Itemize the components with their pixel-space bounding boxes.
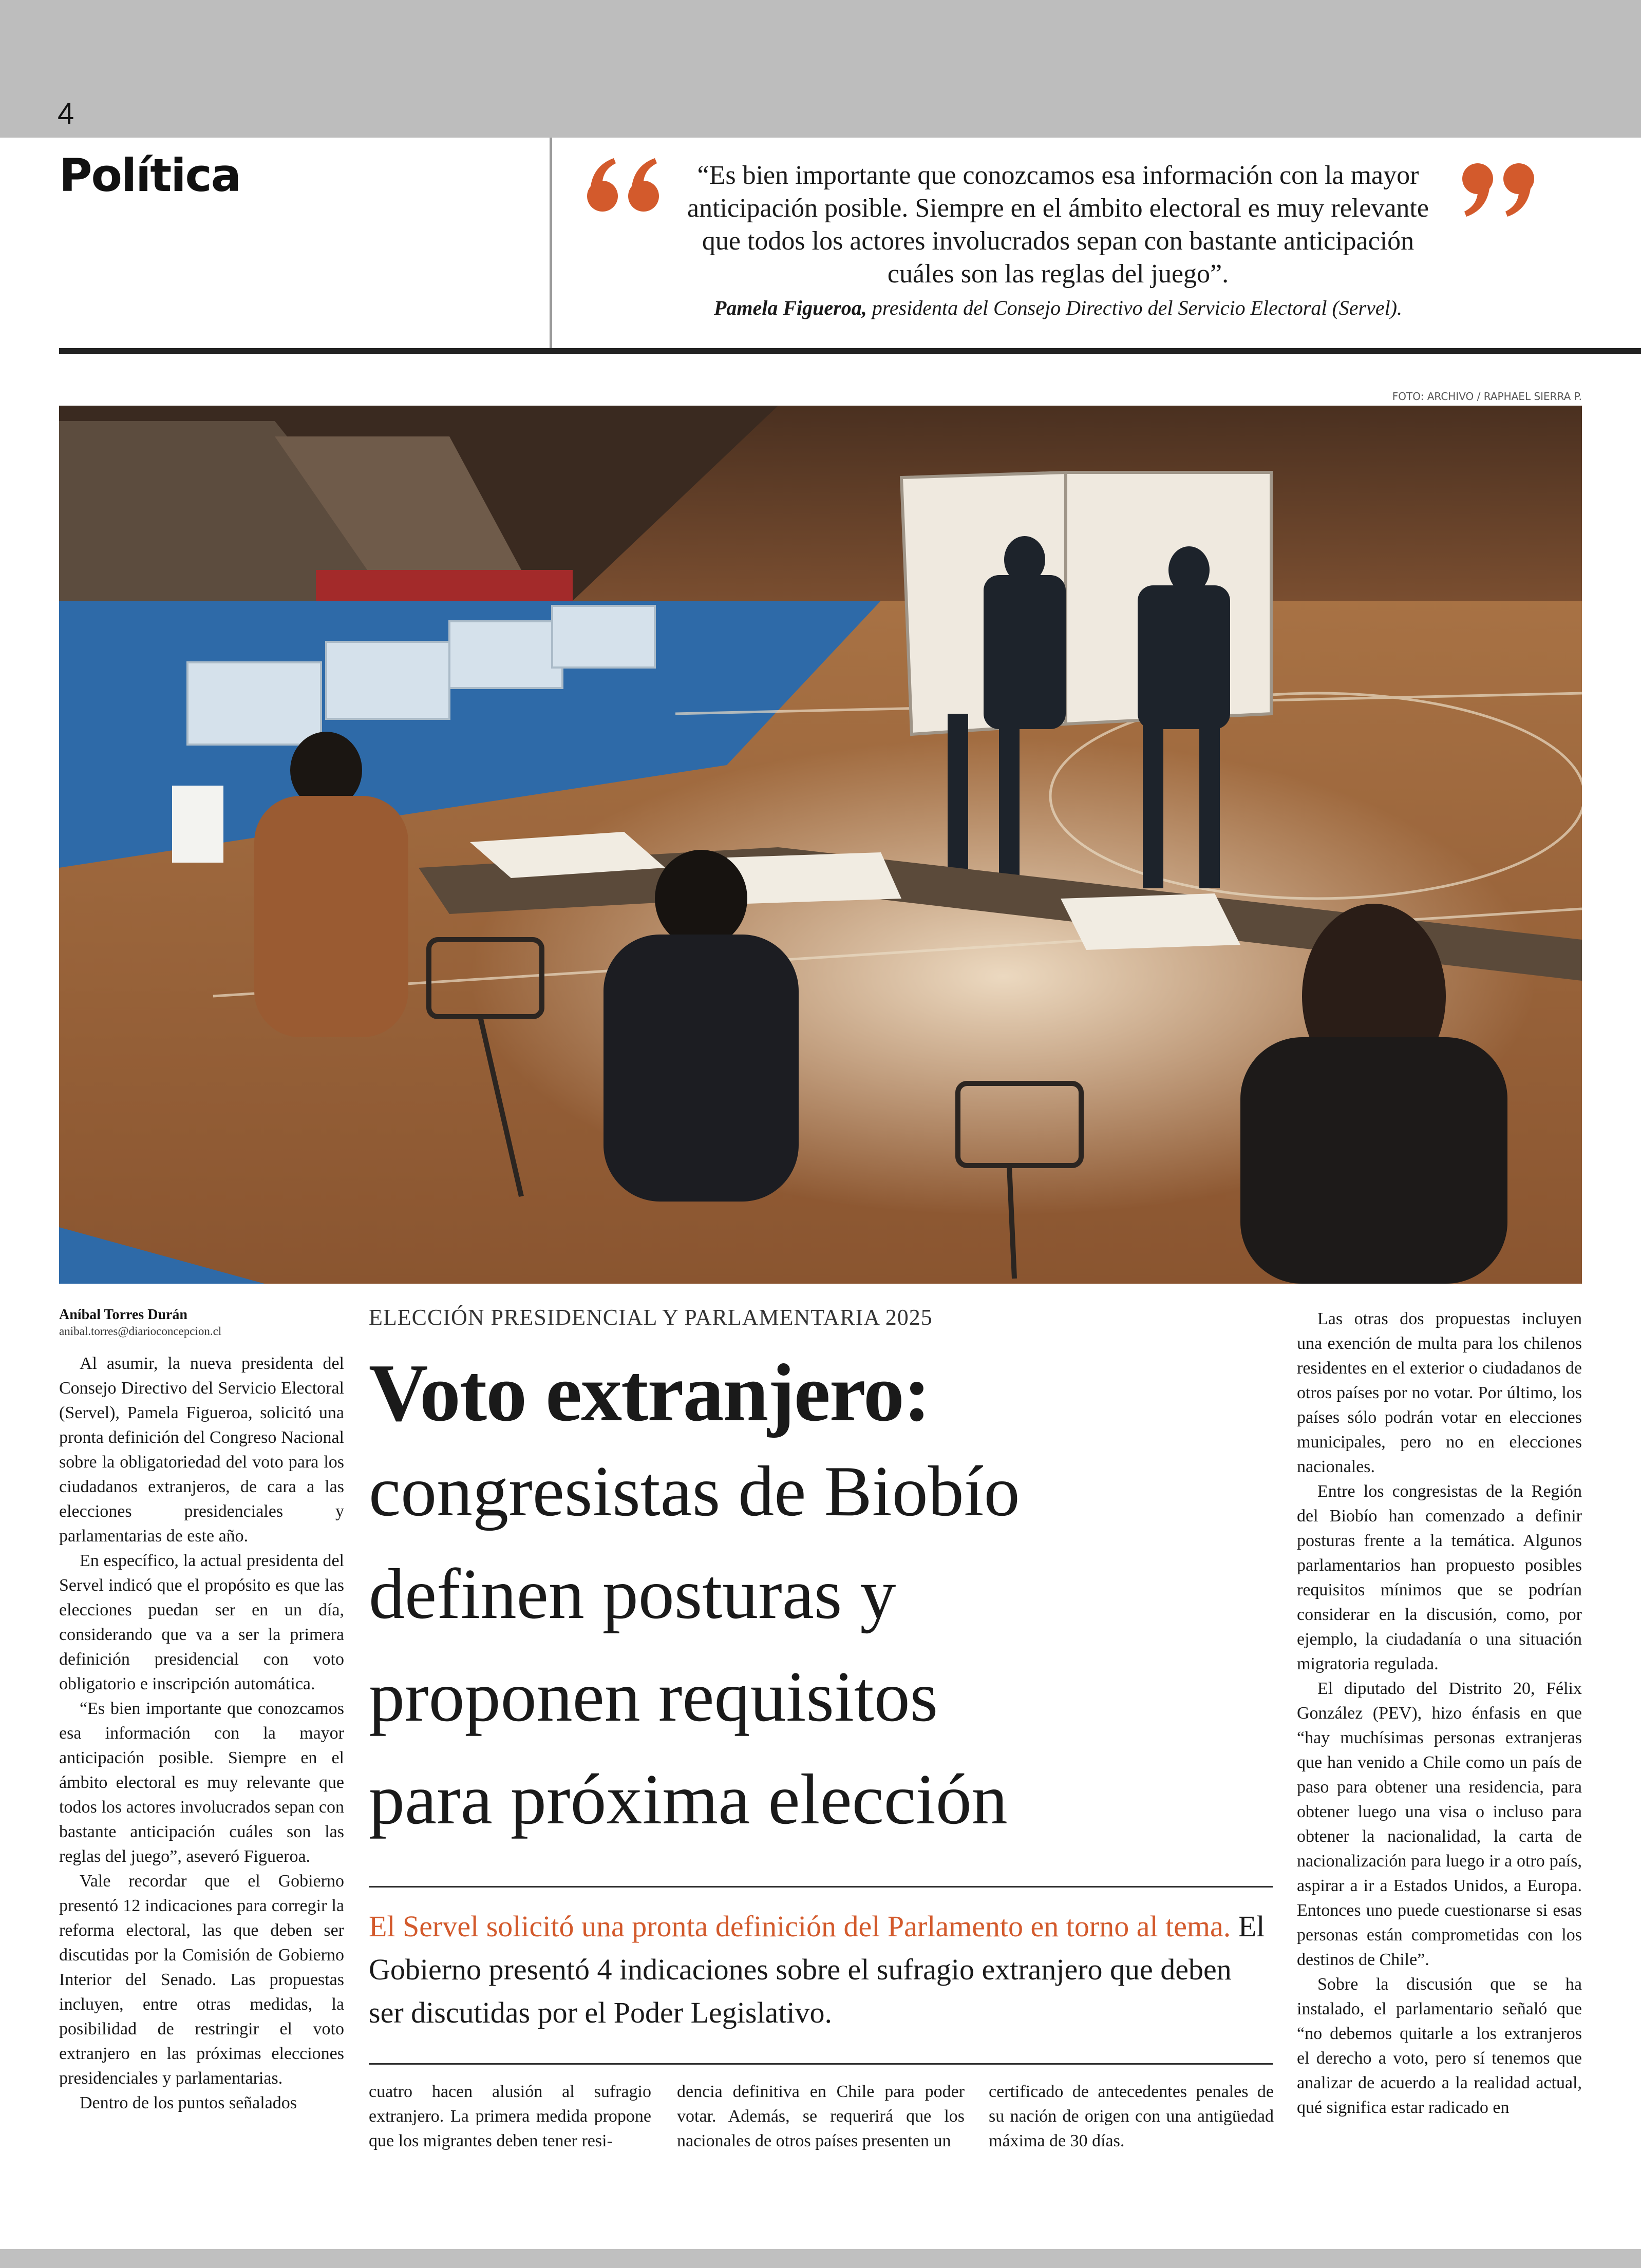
- header-rule: [59, 348, 1641, 354]
- paragraph: El diputado del Distrito 20, Félix González (PEV), hizo énfasis en que “hay muchísimas personas extranjeras que han venido a Chile como un país de paso para obtener una residencia, para obtener luego una visa o incluso para obtener la nacionalidad, la carta de nacionalización para luego ir a otro país, aspirar a ir a Estados Unidos, a Europa. Entonces uno puede cuestionarse si esas personas están comprometidas con los destinos de Chile”.: [1297, 1679, 1582, 1969]
- polling-station-photo: [59, 406, 1582, 1284]
- paragraph: certificado de antecedentes penales de su nación de origen con una antigüedad máxima de 30 días.: [989, 2082, 1274, 2150]
- paragraph: “Es bien importante que conozcamos esa información con la mayor anticipación posible. Siempre en el ámbito electoral es muy relevante que todos los actores involucrados sepan con bastante anticipación cuáles son las reglas del juego”, aseveró Figueroa.: [59, 1699, 344, 1866]
- byline-name: Aníbal Torres Durán: [59, 1307, 187, 1323]
- page-footer-bar: [0, 2249, 1641, 2268]
- paragraph: Las otras dos propuestas incluyen una exención de multa para los chilenos residentes en el exterior o ciudadanos de otros países por no votar. Por último, los países sólo podrán votar en elecciones municipales, pero no en elecciones nacionales.: [1297, 1309, 1582, 1476]
- lead-rule-bottom: [369, 2063, 1273, 2065]
- photo-credit: FOTO: ARCHIVO / RAPHAEL SIERRA P.: [1392, 390, 1582, 403]
- quote-divider: [550, 138, 552, 350]
- article-column-4: [989, 2080, 1274, 2153]
- headline-line: proponen requisitos: [369, 1657, 938, 1737]
- paragraph: Dentro de los puntos señalados: [80, 2093, 297, 2112]
- headline-line: Voto extranjero:: [369, 1347, 930, 1438]
- lead-rule-top: [369, 1886, 1273, 1888]
- lead-rest: El Gobierno presentó 4 indicaciones sobre el sufragio extranjero que deben ser discutidas por el Poder Legislativo.: [369, 1910, 1265, 2029]
- pull-quote-author-role: presidenta del Consejo Directivo del Servicio Electoral (Servel).: [866, 296, 1403, 319]
- article-kicker: ELECCIÓN PRESIDENCIAL Y PARLAMENTARIA 2025: [369, 1305, 933, 1330]
- pull-quote-text: “Es bien importante que conozcamos esa información con la mayor anticipación posible. Siempre en el ámbito electoral es muy relevante que todos los actores involucrados sepan con bastante anticipación cuáles son las reglas del juego”.: [687, 161, 1429, 289]
- byline-email: anibal.torres@diarioconcepcion.cl: [59, 1325, 222, 1338]
- headline-line: para próxima elección: [369, 1760, 1008, 1839]
- pull-quote-author: Pamela Figueroa,: [713, 296, 867, 319]
- pull-quote: [683, 159, 1433, 322]
- paragraph: Vale recordar que el Gobierno presentó 12 indicaciones para corregir la reforma electoral, las que deben ser discutidas por la Comisión de Gobierno Interior del Senado. Las propuestas incluyen, entre otras medidas, la posibilidad de restringir el voto extranjero en las próximas elecciones presidenciales y parlamentarias.: [59, 1872, 344, 2088]
- paragraph: Al asumir, la nueva presidenta del Consejo Directivo del Servicio Electoral (Servel), Pamela Figueroa, solicitó una pronta definición del Congreso Nacional sobre la obligatoriedad del voto para los ciudadanos extranjeros, de cara a las elecciones presidenciales y parlamentarias de este año.: [59, 1354, 344, 1546]
- paragraph: En específico, la actual presidenta del Servel indicó que el propósito es que las elecciones puedan ser en un día, considerando que va a ser la primera definición presidencial con voto obligatorio e inscripción automática.: [59, 1551, 344, 1693]
- headline-line: definen posturas y: [369, 1554, 896, 1634]
- quote-open-icon: [578, 139, 670, 231]
- article-column-5: [1297, 1307, 1582, 2120]
- headline-line: congresistas de Biobío: [369, 1452, 1020, 1531]
- pull-quote-attribution: [683, 294, 1433, 322]
- lead-accent: El Servel solicitó una pronta definición del Parlamento en torno al tema.: [369, 1910, 1231, 1943]
- paragraph: dencia definitiva en Chile para poder votar. Además, se requerirá que los nacionales de otros países presenten un: [677, 2082, 965, 2150]
- page-header-bar: [0, 0, 1641, 138]
- article-column-3: [677, 2080, 965, 2153]
- article-column-1: [59, 1351, 344, 2115]
- paragraph: Sobre la discusión que se ha instalado, el parlamentario señaló que “no debemos quitarle a los extranjeros el derecho a voto, pero sí tenemos que analizar de acuerdo a la realidad actual, qué significa estar radicado en: [1297, 1975, 1582, 2117]
- article-column-2: [369, 2080, 651, 2153]
- article-headline: [369, 1345, 1278, 1851]
- paragraph: cuatro hacen alusión al sufragio extranjero. La primera medida propone que los migrantes deben tener resi-: [369, 2082, 651, 2150]
- paragraph: Entre los congresistas de la Región del Biobío han comenzado a definir posturas frente a la temática. Algunos parlamentarios han propuesto posibles requisitos mínimos que se podrían considerar en la discusión, como, por ejemplo, la ciudadanía o una situación migratoria regulada.: [1297, 1482, 1582, 1673]
- section-title: Política: [59, 149, 241, 202]
- quote-close-icon: [1451, 149, 1543, 241]
- article-lead: [369, 1905, 1273, 2034]
- page-number: 4: [58, 97, 74, 130]
